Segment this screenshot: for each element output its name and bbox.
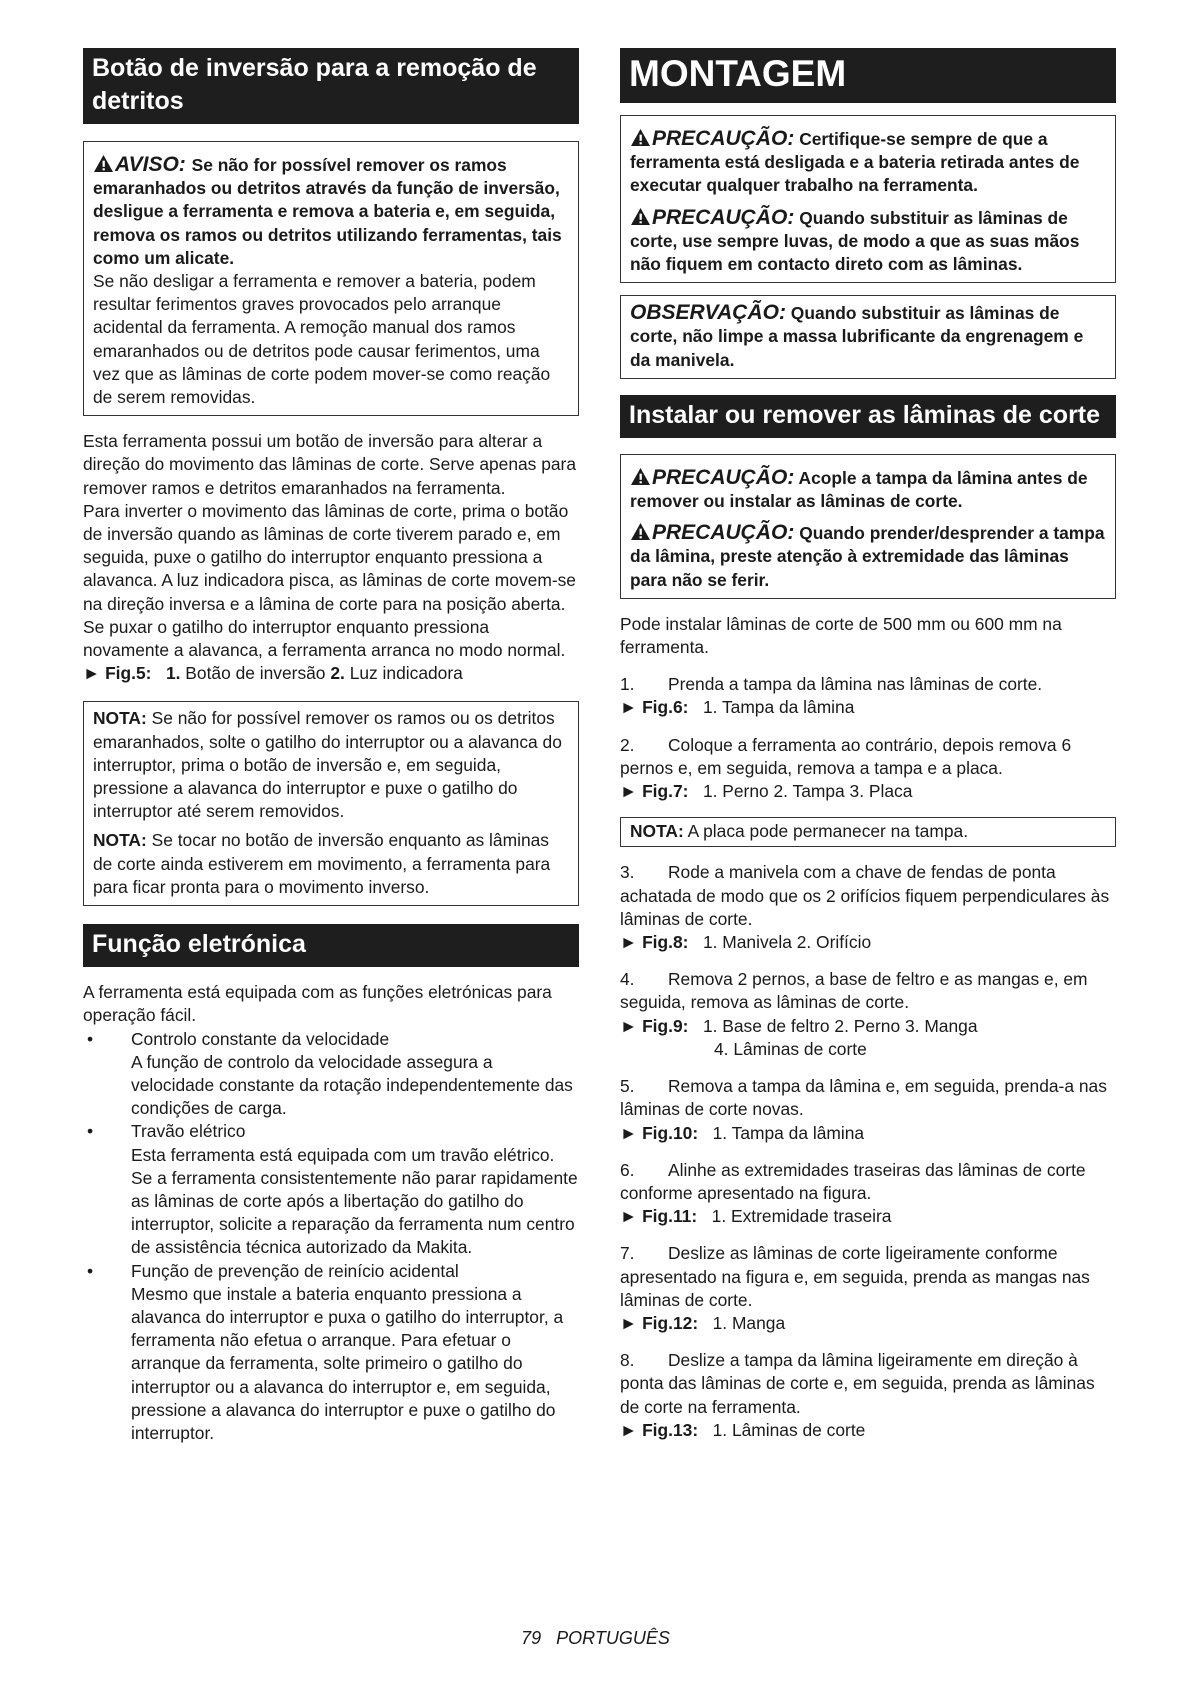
precaution-label-group [630, 206, 794, 229]
precaution-text: Quando prender/desprender a tampa da lâmina, preste atenção à extremidade das lâminas para não se ferir. [630, 523, 1105, 590]
precaution-box [620, 454, 1116, 599]
fig-arrow-icon: ► [620, 1419, 638, 1440]
fig-arrow-icon: ► [620, 697, 638, 718]
nota-placa-box [620, 817, 1116, 847]
precaution-label: PRECAUÇÃO: [652, 127, 795, 150]
bullet-title: Função de prevenção de reinício acidental [131, 1260, 459, 1281]
fig-label: Fig.13: [642, 1419, 699, 1440]
warning-triangle-icon [630, 467, 651, 486]
reverse-section-heading: Botão de inversão para a remoção de detritos [83, 48, 579, 124]
step-number: 2. [620, 734, 635, 755]
fig-parts: 1. Manga [712, 1312, 786, 1333]
warning-triangle-icon [630, 522, 651, 541]
aviso-label-group [93, 153, 192, 176]
step-number: 6. [620, 1159, 635, 1180]
fig-arrow-icon: ► [620, 781, 638, 802]
step-text: Deslize as lâminas de corte ligeiramente conforme apresentado na figura e, em seguida, prenda as mangas nas lâminas de corte. [620, 1243, 1090, 1310]
fig-part-number: 2. [330, 663, 345, 684]
precaution-text: Acople a tampa da lâmina antes de remover ou instalar as lâminas de corte. [630, 467, 1088, 512]
bullet-item [83, 1120, 579, 1259]
step-text: Rode a manivela com a chave de fendas de ponta achatada de modo que os 2 orifícios fiquem perpendiculares às lâminas de corte. [620, 862, 1110, 929]
step-item [620, 1159, 1116, 1229]
fig-part-text: Botão de inversão [185, 663, 326, 684]
fig-arrow-icon: ► [620, 1122, 638, 1143]
aviso-text: Se não desligar a ferramenta e remover a bateria, podem resultar ferimentos graves provocados pelo arranque acidental da ferramenta. A remoção manual dos ramos emaranhados ou de detritos pode causar ferimentos, uma vez que as lâminas de corte podem mover-se como reação de serem removidas. [93, 271, 551, 408]
fig-arrow-icon: ► [620, 1015, 638, 1036]
fig-parts: 1. Manivela 2. Orifício [702, 932, 872, 953]
precaution-label: PRECAUÇÃO: [652, 205, 795, 229]
fig-arrow-icon: ► [620, 1312, 638, 1333]
step-number: 4. [620, 969, 635, 990]
fig-parts: 1. Tampa da lâmina [712, 1122, 865, 1143]
fig-label: Fig.12: [642, 1312, 699, 1333]
step-item [620, 1242, 1116, 1335]
fig-label: Fig.7: [642, 781, 689, 802]
bullet-text: Mesmo que instale a bateria enquanto pressiona a alavanca do interruptor e puxa o gatilho do interruptor, a ferramenta não efetua o arranque. Para efetuar o arranque da ferramenta, solte primeiro o gatilho do interruptor ou a alavanca do interruptor e, em seguida, pressione a alavanca do interruptor e puxe o gatilho do interruptor. [131, 1283, 564, 1443]
fig-parts: 1. Base de feltro 2. Perno 3. Manga [702, 1015, 978, 1036]
fig-label: Fig.6: [642, 697, 689, 718]
fig-arrow-icon: ► [83, 663, 101, 684]
step-item [620, 968, 1116, 1061]
fig5-caption [83, 662, 579, 685]
nota-text: A placa pode permanecer na tampa. [687, 821, 969, 842]
precaution-label-group [630, 521, 794, 544]
bullet-title: Travão elétrico [131, 1121, 246, 1142]
warning-triangle-icon [630, 128, 651, 147]
warning-triangle-icon [630, 207, 651, 226]
nota-text: Se tocar no botão de inversão enquanto as lâminas de corte ainda estiverem em movimento, a ferramenta para para ficar pronta para o movimento inverso. [93, 830, 551, 897]
bullet-text: Esta ferramenta está equipada com um travão elétrico. Se a ferramenta consistentemente não parar rapidamente as lâminas de corte após a libertação do gatilho do interruptor, solicite a reparação da ferramenta num centro de assistência técnica autorizado da Makita. [131, 1144, 578, 1258]
step-item [620, 1349, 1116, 1442]
aviso-label: AVISO: [115, 153, 186, 176]
step-item [620, 734, 1116, 804]
fig-parts-continued: 4. Lâminas de corte [714, 1038, 867, 1059]
fig-part-number: 1. [165, 663, 181, 684]
step-number: 3. [620, 862, 635, 883]
electronic-intro: A ferramenta está equipada com as funções eletrónicas para operação fácil. [83, 982, 552, 1026]
fig-parts: 1. Lâminas de corte [712, 1419, 866, 1440]
electronic-section-heading: Função eletrónica [83, 924, 579, 967]
bullet-title: Controlo constante da velocidade [131, 1028, 390, 1049]
page-footer [0, 1628, 1191, 1649]
step-text: Alinhe as extremidades traseiras das lâminas de corte conforme apresentado na figura. [620, 1159, 1086, 1203]
step-text: Prenda a tampa da lâmina nas lâminas de corte. [668, 674, 1043, 695]
step-number: 7. [620, 1243, 635, 1264]
step-item [620, 1075, 1116, 1145]
bullet-icon: • [87, 1260, 94, 1281]
fig-parts: 1. Extremidade traseira [711, 1206, 892, 1227]
fig-label: Fig.8: [642, 932, 689, 953]
bullet-icon: • [87, 1028, 94, 1049]
fig-arrow-icon: ► [620, 932, 638, 953]
fig-label: Fig.9: [642, 1015, 689, 1036]
nota-label: NOTA: [93, 830, 147, 851]
nota-label: NOTA: [93, 708, 147, 729]
step-text: Coloque a ferramenta ao contrário, depois remova 6 pernos e, em seguida, remova a tampa e a placa. [620, 734, 1072, 778]
fig-label: Fig.11: [642, 1206, 698, 1227]
precaution-label: PRECAUÇÃO: [652, 465, 795, 489]
fig-label: Fig.10: [642, 1122, 699, 1143]
precaution-text: Certifique-se sempre de que a ferramenta está desligada e a bateria retirada antes de executar qualquer trabalho na ferramenta. [630, 129, 1080, 196]
step-text: Deslize a tampa da lâmina ligeiramente em direção à ponta das lâminas de corte e, em seguida, prenda as lâminas de corte na ferramenta. [620, 1350, 1095, 1417]
left-column [83, 48, 579, 1445]
observation-text: Quando substituir as lâminas de corte, não limpe a massa lubrificante da engrenagem e da manivela. [630, 303, 1084, 370]
nota-text: Se não for possível remover os ramos ou os detritos emaranhados, solte o gatilho do interruptor ou a alavanca do interruptor, prima o botão de inversão e, em seguida, pressione a alavanca do interruptor e puxe o gatilho do interruptor até serem removidos. [93, 708, 562, 822]
fig-label: Fig.5: [105, 663, 152, 684]
precaution-label-group [630, 127, 794, 150]
bullet-icon: • [87, 1121, 94, 1142]
bullet-text: A função de controlo da velocidade assegura a velocidade constante da rotação independentemente das condições de carga. [131, 1051, 573, 1119]
step-number: 5. [620, 1076, 635, 1097]
right-column [620, 48, 1116, 1442]
bullet-item [83, 1028, 579, 1121]
reverse-description [83, 430, 579, 685]
observation-box [620, 295, 1116, 379]
precaution-text: Quando substituir as lâminas de corte, use sempre luvas, de modo a que as suas mãos não fiquem em contacto direto com as lâminas. [630, 207, 1080, 275]
nota-label: NOTA: [630, 821, 684, 842]
nota-box [83, 701, 579, 906]
install-steps [620, 613, 1116, 1442]
page-number: 79 [521, 1628, 542, 1648]
bullet-item [83, 1260, 579, 1446]
electronic-description [83, 981, 579, 1445]
warning-triangle-icon [93, 154, 114, 173]
aviso-bold-text: Se não for possível remover os ramos emaranhados ou detritos através da função de inversão, desligue a ferramenta e remova a bateria e, em seguida, remova os ramos ou detritos utilizando ferramentas, tais como um alicate. [93, 155, 562, 268]
footer-language: PORTUGUÊS [556, 1628, 670, 1648]
reverse-para-3: Se puxar o gatilho do interruptor enquanto pressiona novamente a alavanca, a ferramenta arranca no modo normal. [83, 616, 566, 661]
aviso-warning-box [83, 141, 579, 416]
step-text: Remova a tampa da lâmina e, em seguida, prenda-a nas lâminas de corte novas. [620, 1076, 1107, 1120]
step-item [620, 673, 1116, 719]
precaution-label-group [630, 466, 794, 489]
reverse-para-1: Esta ferramenta possui um botão de inversão para alterar a direção do movimento das lâminas de corte. Serve apenas para remover ramos e detritos emaranhados na ferramenta. [83, 431, 577, 498]
precaution-label: PRECAUÇÃO: [652, 521, 795, 545]
step-item [620, 861, 1116, 954]
reverse-para-2: Para inverter o movimento das lâminas de corte, prima o botão de inversão quando as lâminas de corte tiverem parado e, em seguida, puxe o gatilho do interruptor enquanto pressiona a alavanca. A luz indicadora pisca, as lâminas de corte movem-se na direção inversa e a lâmina de corte para na posição aberta. [83, 500, 576, 614]
install-intro: Pode instalar lâminas de corte de 500 mm ou 600 mm na ferramenta. [620, 613, 1062, 658]
precaution-box [620, 115, 1116, 283]
fig-arrow-icon: ► [620, 1206, 638, 1227]
install-section-heading: Instalar ou remover as lâminas de corte [620, 395, 1116, 438]
fig-parts: 1. Perno 2. Tampa 3. Placa [702, 781, 913, 802]
step-text: Remova 2 pernos, a base de feltro e as mangas e, em seguida, remova as lâminas de corte. [620, 969, 1088, 1013]
observation-label: OBSERVAÇÃO: [630, 301, 786, 325]
fig-part-text: Luz indicadora [349, 663, 463, 684]
step-number: 8. [620, 1350, 635, 1371]
step-number: 1. [620, 674, 635, 695]
montagem-heading: MONTAGEM [620, 48, 1116, 103]
fig-parts: 1. Tampa da lâmina [702, 697, 855, 718]
